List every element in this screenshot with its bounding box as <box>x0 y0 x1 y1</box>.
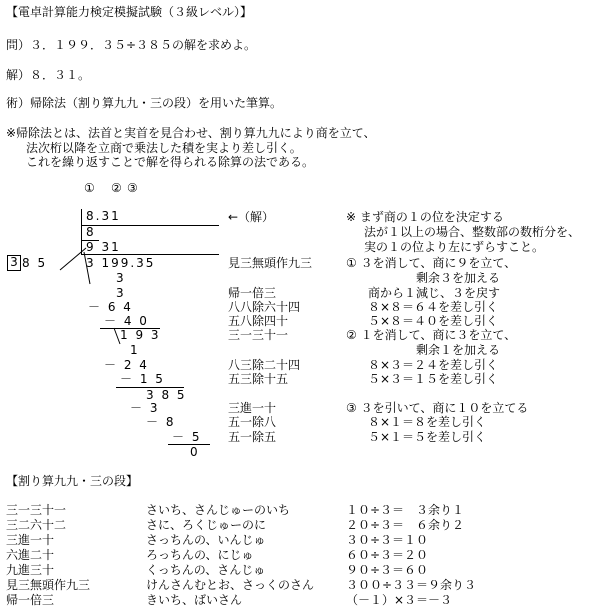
work-row-40: － 4 0 <box>104 314 149 328</box>
underline-m5 <box>168 444 210 445</box>
work-row-3b: 3 <box>116 286 124 300</box>
answer-line: 解）８．３１。 <box>6 68 91 82</box>
explanation-9: ② １を消して、商に３を立て、 <box>346 328 517 342</box>
explanation-5: 剰余３を加える <box>416 271 501 285</box>
answer-arrow-label: ←（解） <box>228 210 275 224</box>
work-row-24: － 2 4 <box>104 358 149 372</box>
explanation-11: ８×３＝２４を差し引く <box>368 358 499 372</box>
table-cell-calc: ３０÷３＝１０ <box>346 533 429 547</box>
table-cell-name: 九進三十 <box>6 563 55 577</box>
table-cell-calc: １０÷３＝ ３余り１ <box>346 503 465 517</box>
table-cell-name: 三進一十 <box>6 533 55 547</box>
digit-marker-3: ③ <box>127 181 138 195</box>
cancel-mark <box>112 326 132 346</box>
table-cell-name: 見三無頭作九三 <box>6 578 91 592</box>
table-cell-calc: （－１）×３＝－３ <box>346 593 453 607</box>
table-cell-name: 三二六十二 <box>6 518 67 532</box>
work-row-931: 9 31 <box>86 240 121 254</box>
formula-4: 五八除四十 <box>228 314 289 328</box>
technique-line: 術）帰除法（割り算九九・三の段）を用いた筆算。 <box>6 96 283 110</box>
quotient-underline <box>81 225 219 226</box>
note-line-1: ※帰除法とは、法首と実首を見合わせ、割り算九九により商を立て、 <box>6 126 376 140</box>
divisor-first-digit-box <box>7 255 21 271</box>
explanation-13: ③ ３を引いて、商に１０を立てる <box>346 401 529 415</box>
table-cell-reading: けんさんむとお、さっくのさん <box>146 578 315 592</box>
explanation-8: ５×８＝４０を差し引く <box>368 314 499 328</box>
work-row-m8: － 8 <box>146 415 176 429</box>
note-line-2: 法次桁以降を立商で乗法した積を実より差し引く。 <box>26 141 302 155</box>
vinculum <box>81 254 219 255</box>
explanation-1: ※ まず商の１の位を決定する <box>346 210 504 224</box>
table-cell-reading: さに、ろくじゅーのに <box>146 518 267 532</box>
explanation-3: 実の１の位より左にずらすこと。 <box>364 240 545 254</box>
table-cell-name: 六進二十 <box>6 548 55 562</box>
question-line: 問）３．１９９．３５÷３８５の解を求めよ。 <box>6 38 257 52</box>
work-row-193: 1 9 3 <box>120 328 161 342</box>
formula-6: 八三除二十四 <box>228 358 301 372</box>
explanation-2: 法が１以上の場合、整数部の数桁分を、 <box>364 225 581 239</box>
work-row-1: 1 <box>130 343 138 357</box>
explanation-15: ５×１＝５を差し引く <box>368 430 487 444</box>
table-cell-calc: ２０÷３＝ ６余り２ <box>346 518 465 532</box>
table-cell-name: 三一三十一 <box>6 503 67 517</box>
digit-marker-1: ① <box>84 181 95 195</box>
table-cell-reading: きいち、ばいさん <box>146 593 243 607</box>
explanation-4: ① ３を消して、商に９を立て、 <box>346 256 517 270</box>
page-title: 【電卓計算能力検定模擬試験（３級レベル）】 <box>6 5 253 19</box>
work-row-m3: － 3 <box>130 401 160 415</box>
work-row-385: 3 8 5 <box>146 388 187 402</box>
formula-8: 三進一十 <box>228 401 277 415</box>
digit-marker-2: ② <box>111 181 122 195</box>
work-row-8: 8 <box>86 225 94 239</box>
divisor-first-digit: 3 <box>10 255 18 269</box>
table-cell-reading: さいち、さんじゅーのいち <box>146 503 291 517</box>
table-cell-reading: ろっちんの、にじゅ <box>146 548 254 562</box>
quotient: 8.31 <box>86 209 121 223</box>
table-cell-calc: ９０÷３＝６０ <box>346 563 429 577</box>
explanation-6: 商から１減じ、３を戻す <box>368 286 501 300</box>
explanation-10: 剰余１を加える <box>416 343 501 357</box>
table-cell-reading: さっちんの、いんじゅ <box>146 533 266 547</box>
table-cell-name: 帰一倍三 <box>6 593 55 607</box>
note-line-3: これを繰り返すことで解を得られる除算の法である。 <box>26 155 315 169</box>
work-row-64: － 6 4 <box>88 300 133 314</box>
formula-3: 八八除六十四 <box>228 300 301 314</box>
dividend: 3 199.35 <box>86 256 156 270</box>
explanation-12: ５×３＝１５を差し引く <box>368 372 499 386</box>
table-cell-calc: ３００÷３３＝９余り３ <box>346 578 477 592</box>
formula-2: 帰一倍三 <box>228 286 277 300</box>
table-cell-calc: ６０÷３＝２０ <box>346 548 429 562</box>
work-row-3a: 3 <box>116 271 124 285</box>
formula-1: 見三無頭作九三 <box>228 256 313 270</box>
explanation-7: ８×８＝６４を差し引く <box>368 300 499 314</box>
table-cell-reading: くっちんの、さんじゅ <box>146 563 266 577</box>
work-row-0: 0 <box>190 445 198 459</box>
formula-5: 三一三十一 <box>228 328 289 342</box>
formula-7: 五三除十五 <box>228 372 289 386</box>
table-heading: 【割り算九九・三の段】 <box>6 474 139 488</box>
explanation-14: ８×１＝８を差し引く <box>368 415 487 429</box>
divisor: 8 5 <box>22 256 48 270</box>
work-row-15: － 1 5 <box>120 372 165 386</box>
formula-10: 五一除五 <box>228 430 277 444</box>
work-row-m5: － 5 <box>172 430 202 444</box>
formula-9: 五一除八 <box>228 415 277 429</box>
